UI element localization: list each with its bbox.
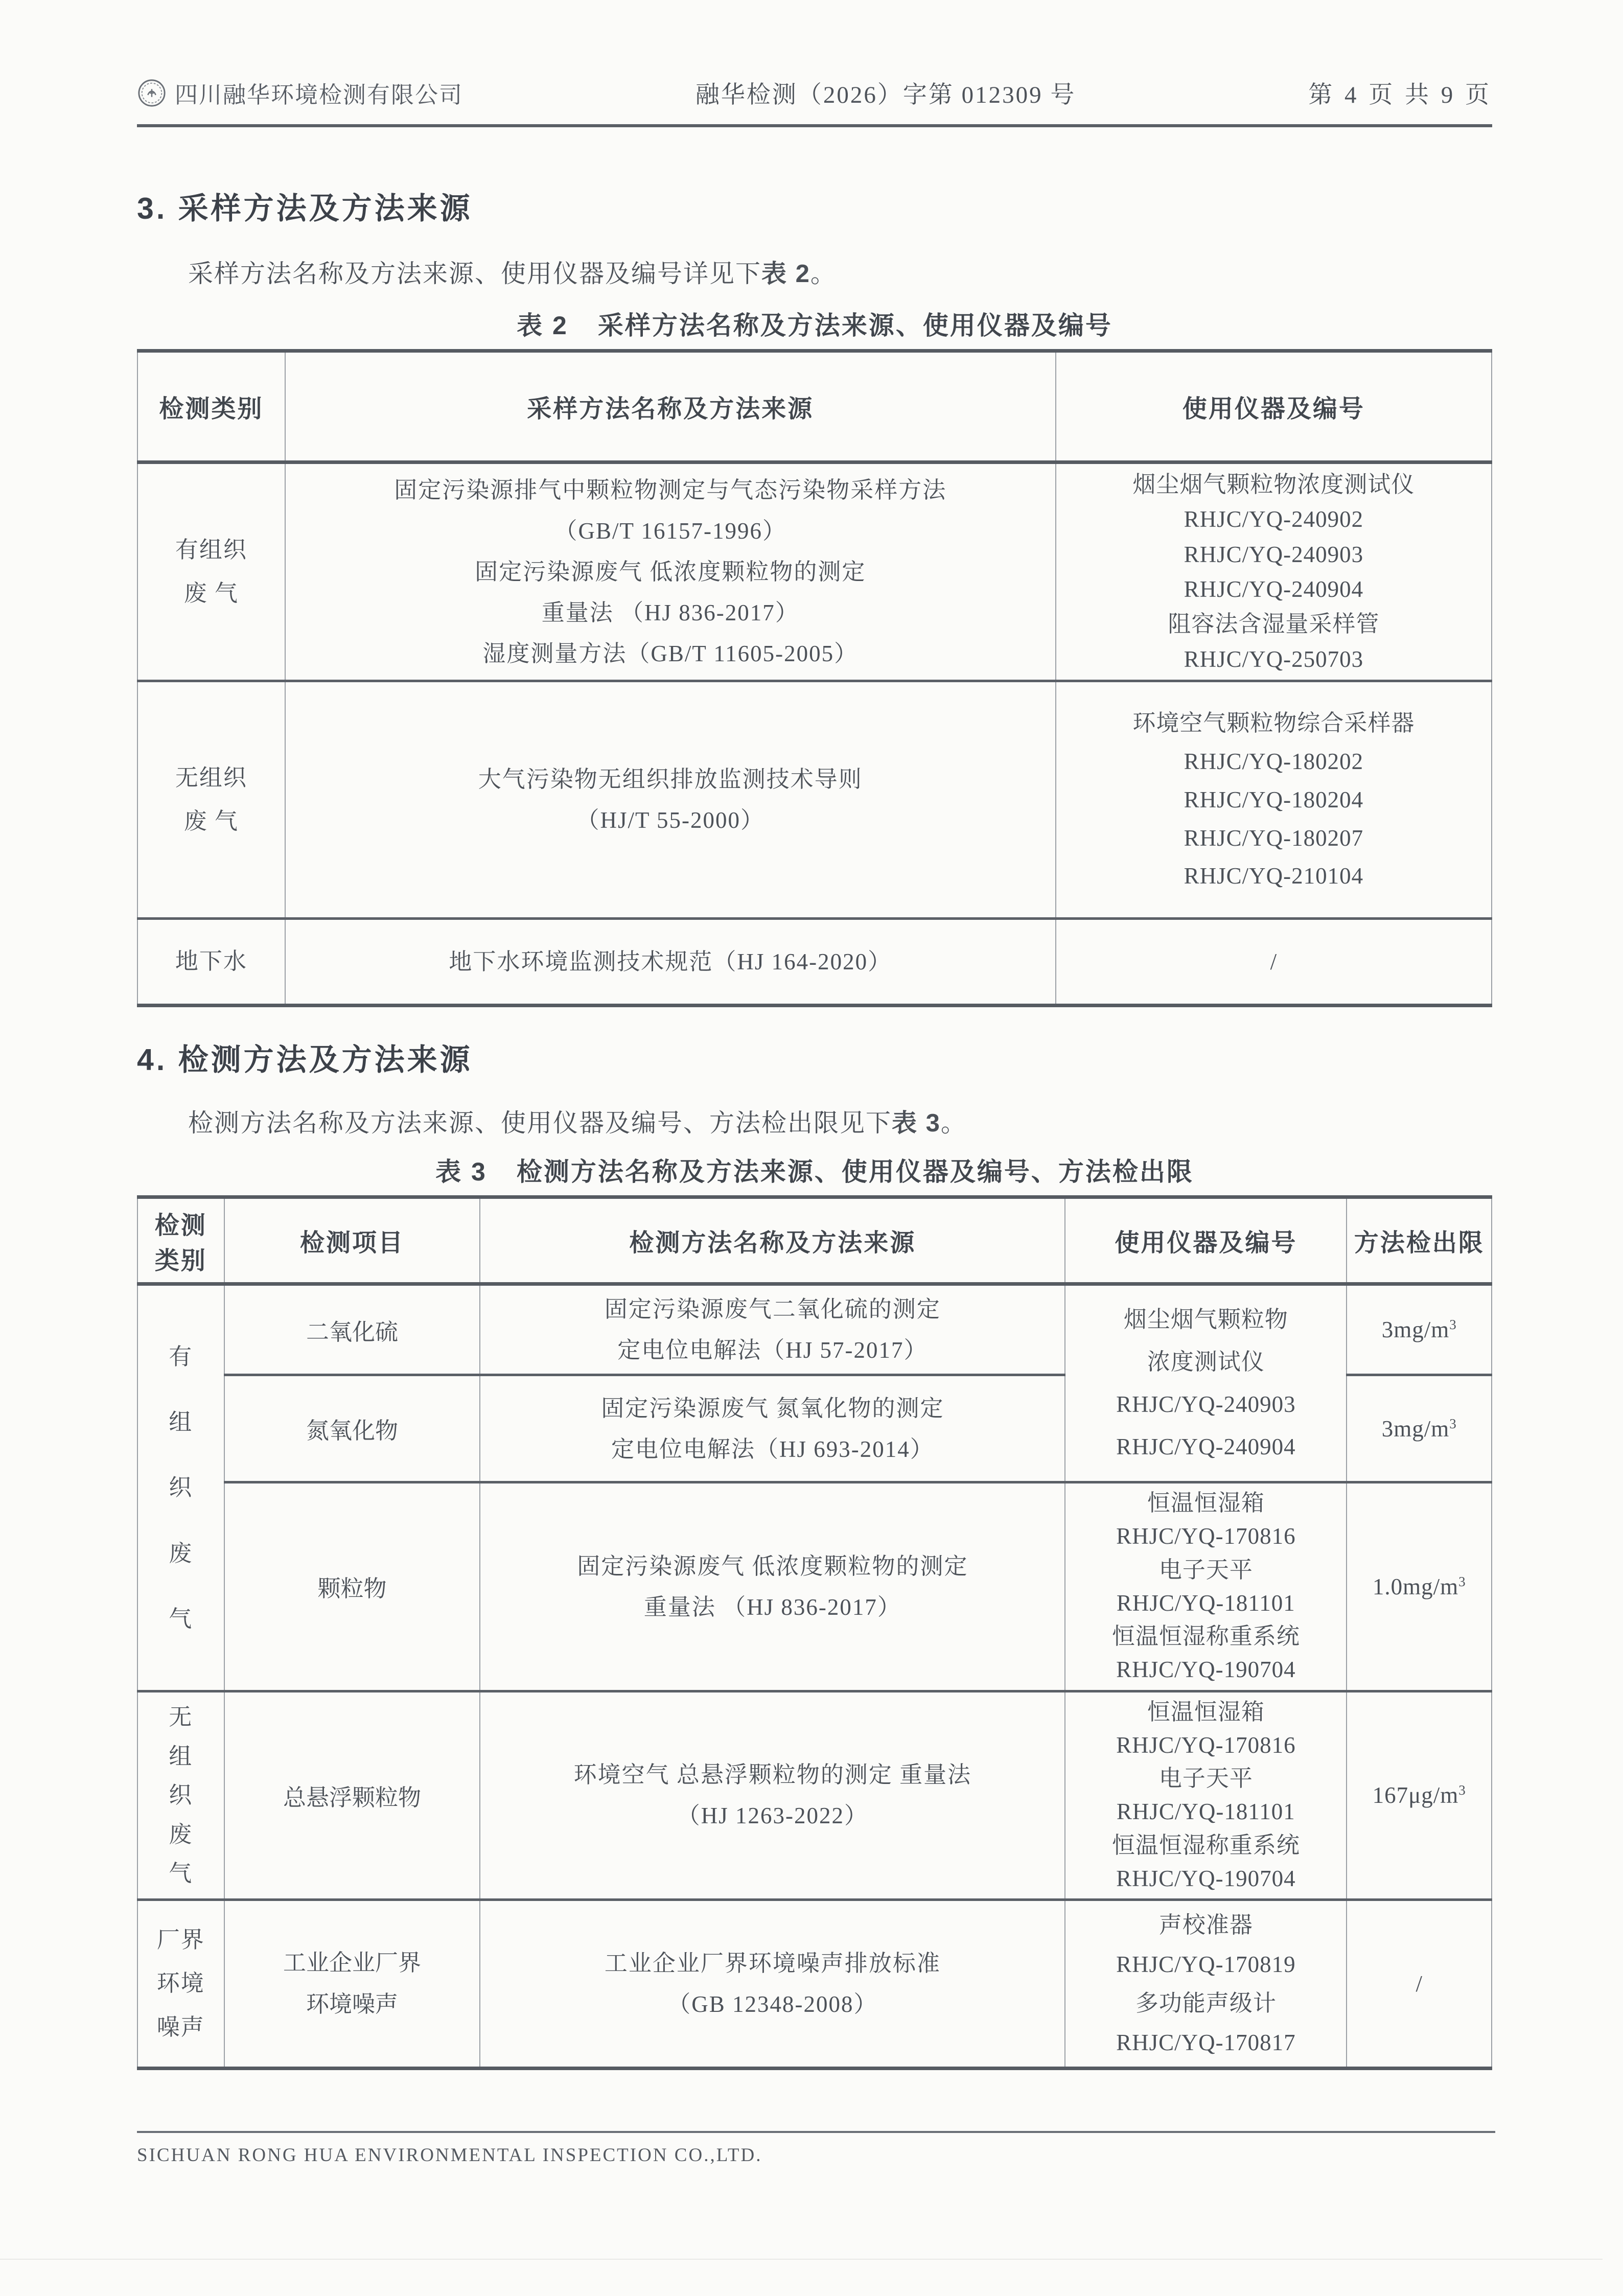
table3-row-noise — [137, 1900, 1492, 2069]
limit-cell: $167\mu g/m^3$ — [1347, 1691, 1492, 1900]
page-header — [137, 76, 1492, 110]
scan-artifact-line — [0, 2259, 1603, 2260]
table3-row-tsp — [137, 1691, 1492, 1900]
method-cell: 工业企业厂界环境噪声排放标准 （GB 12348-2008） — [480, 1900, 1065, 2069]
section4-intro — [137, 1103, 1492, 1139]
table2-caption — [137, 305, 1492, 342]
method-cell: 固定污染源废气二氧化硫的测定 定电位电解法（HJ 57-2017） — [480, 1284, 1065, 1375]
footer-company-en: SICHUAN RONG HUA ENVIRONMENTAL INSPECTION CO.,LTD. — [137, 2145, 762, 2166]
table3-header-item: 检测项目 — [224, 1197, 480, 1284]
table2-row-unorganized-gas — [137, 681, 1492, 919]
table3-caption — [137, 1151, 1492, 1188]
table2-row-groundwater — [137, 919, 1492, 1006]
section3-intro-post: 。 — [810, 259, 837, 288]
table3-row-particulate — [137, 1482, 1492, 1691]
instrument-cell: 声校准器 RHJC/YQ-170819 多功能声级计 RHJC/YQ-170817 — [1065, 1900, 1347, 2069]
method-cell: 固定污染源废气 低浓度颗粒物的测定 重量法 （HJ 836-2017） — [480, 1482, 1065, 1691]
instrument-cell: / — [1056, 919, 1492, 1006]
limit-cell: $3mg/m^3$ — [1347, 1284, 1492, 1375]
table3-header-method: 检测方法名称及方法来源 — [480, 1197, 1065, 1284]
table2-caption-text: 采样方法名称及方法来源、使用仪器及编号 — [597, 311, 1112, 340]
section4-heading: 4. 检测方法及方法来源 — [137, 1043, 473, 1077]
method-cell: 固定污染源废气 氮氧化物的测定 定电位电解法（HJ 693-2014） — [480, 1375, 1065, 1482]
table3-header-category: 检测 类别 — [137, 1197, 224, 1284]
instrument-cell: 烟尘烟气颗粒物浓度测试仪 RHJC/YQ-240902 RHJC/YQ-240903 RHJC/YQ-240904 阻容法含湿量采样管 RHJC/YQ-250703 — [1056, 462, 1492, 681]
section4-intro-post: 。 — [940, 1109, 967, 1138]
item-cell: 二氧化硫 — [224, 1284, 480, 1375]
section4-intro-bold: 表 3 — [892, 1109, 941, 1138]
section3-intro-pre: 采样方法名称及方法来源、使用仪器及编号详见下 — [188, 259, 762, 288]
table3-header-instrument: 使用仪器及编号 — [1065, 1197, 1347, 1284]
item-cell: 颗粒物 — [224, 1482, 480, 1691]
page-number: 第 4 页 共 9 页 — [1308, 82, 1492, 108]
method-cell: 固定污染源排气中颗粒物测定与气态污染物采样方法 （GB/T 16157-1996） 固定污染源废气 低浓度颗粒物的测定 重量法 （HJ 836-2017） 湿度测量方法（GB/T 11605-2005） — [285, 462, 1056, 681]
table3-detection-methods — [137, 1195, 1492, 2070]
table2-header-method: 采样方法名称及方法来源 — [285, 351, 1056, 462]
category-cell-unorganized-gas: 无 组 织 废 气 — [137, 1691, 224, 1900]
table3-header-row — [137, 1197, 1492, 1284]
table3-row-so2 — [137, 1284, 1492, 1375]
header-rule — [137, 124, 1492, 127]
category-cell: 无组织 废 气 — [137, 681, 285, 919]
method-cell: 地下水环境监测技术规范（HJ 164-2020） — [285, 919, 1056, 1006]
table3-caption-label: 表 3 — [435, 1157, 487, 1187]
limit-cell: $3mg/m^3$ — [1347, 1375, 1492, 1482]
section3-intro-bold: 表 2 — [761, 260, 810, 288]
category-cell: 有组织 废 气 — [137, 462, 285, 681]
section3-heading: 3. 采样方法及方法来源 — [137, 192, 473, 225]
table3-caption-text: 检测方法名称及方法来源、使用仪器及编号、方法检出限 — [516, 1157, 1194, 1187]
limit-cell: $1.0mg/m^3$ — [1347, 1482, 1492, 1691]
table2-sampling-methods — [137, 349, 1492, 1007]
table3-header-limit: 方法检出限 — [1347, 1197, 1492, 1284]
item-cell: 工业企业厂界 环境噪声 — [224, 1900, 480, 2069]
instrument-cell: 恒温恒湿箱 RHJC/YQ-170816 电子天平 RHJC/YQ-181101 恒温恒湿称重系统 RHJC/YQ-190704 — [1065, 1482, 1347, 1691]
table2-row-organized-gas — [137, 462, 1492, 681]
method-cell: 大气污染物无组织排放监测技术导则 （HJ/T 55-2000） — [285, 681, 1056, 919]
doc-number: 融华检测（2026）字第 012309 号 — [695, 82, 1076, 108]
instrument-cell-merged: 烟尘烟气颗粒物 浓度测试仪 RHJC/YQ-240903 RHJC/YQ-240904 — [1065, 1284, 1347, 1482]
section3-intro — [137, 254, 1492, 290]
company-block — [137, 76, 463, 109]
method-cell: 环境空气 总悬浮颗粒物的测定 重量法 （HJ 1263-2022） — [480, 1691, 1065, 1900]
table2-header-instrument: 使用仪器及编号 — [1056, 351, 1492, 462]
table2-caption-label: 表 2 — [517, 311, 568, 340]
category-cell-organized-gas: 有 组 织 废 气 — [137, 1284, 224, 1691]
section4-intro-pre: 检测方法名称及方法来源、使用仪器及编号、方法检出限见下 — [188, 1109, 892, 1138]
company-logo-icon — [137, 78, 167, 108]
limit-cell: / — [1347, 1900, 1492, 2069]
category-cell-boundary-noise: 厂界 环境 噪声 — [137, 1900, 224, 2069]
instrument-cell: 环境空气颗粒物综合采样器 RHJC/YQ-180202 RHJC/YQ-180204 RHJC/YQ-180207 RHJC/YQ-210104 — [1056, 681, 1492, 919]
instrument-cell: 恒温恒湿箱 RHJC/YQ-170816 电子天平 RHJC/YQ-181101 恒温恒湿称重系统 RHJC/YQ-190704 — [1065, 1691, 1347, 1900]
category-cell: 地下水 — [137, 919, 285, 1006]
footer-rule — [137, 2131, 1495, 2133]
table2-header-category: 检测类别 — [137, 351, 285, 462]
company-name: 四川融华环境检测有限公司 — [175, 82, 463, 108]
table2-header-row — [137, 351, 1492, 462]
item-cell: 总悬浮颗粒物 — [224, 1691, 480, 1900]
item-cell: 氮氧化物 — [224, 1375, 480, 1482]
